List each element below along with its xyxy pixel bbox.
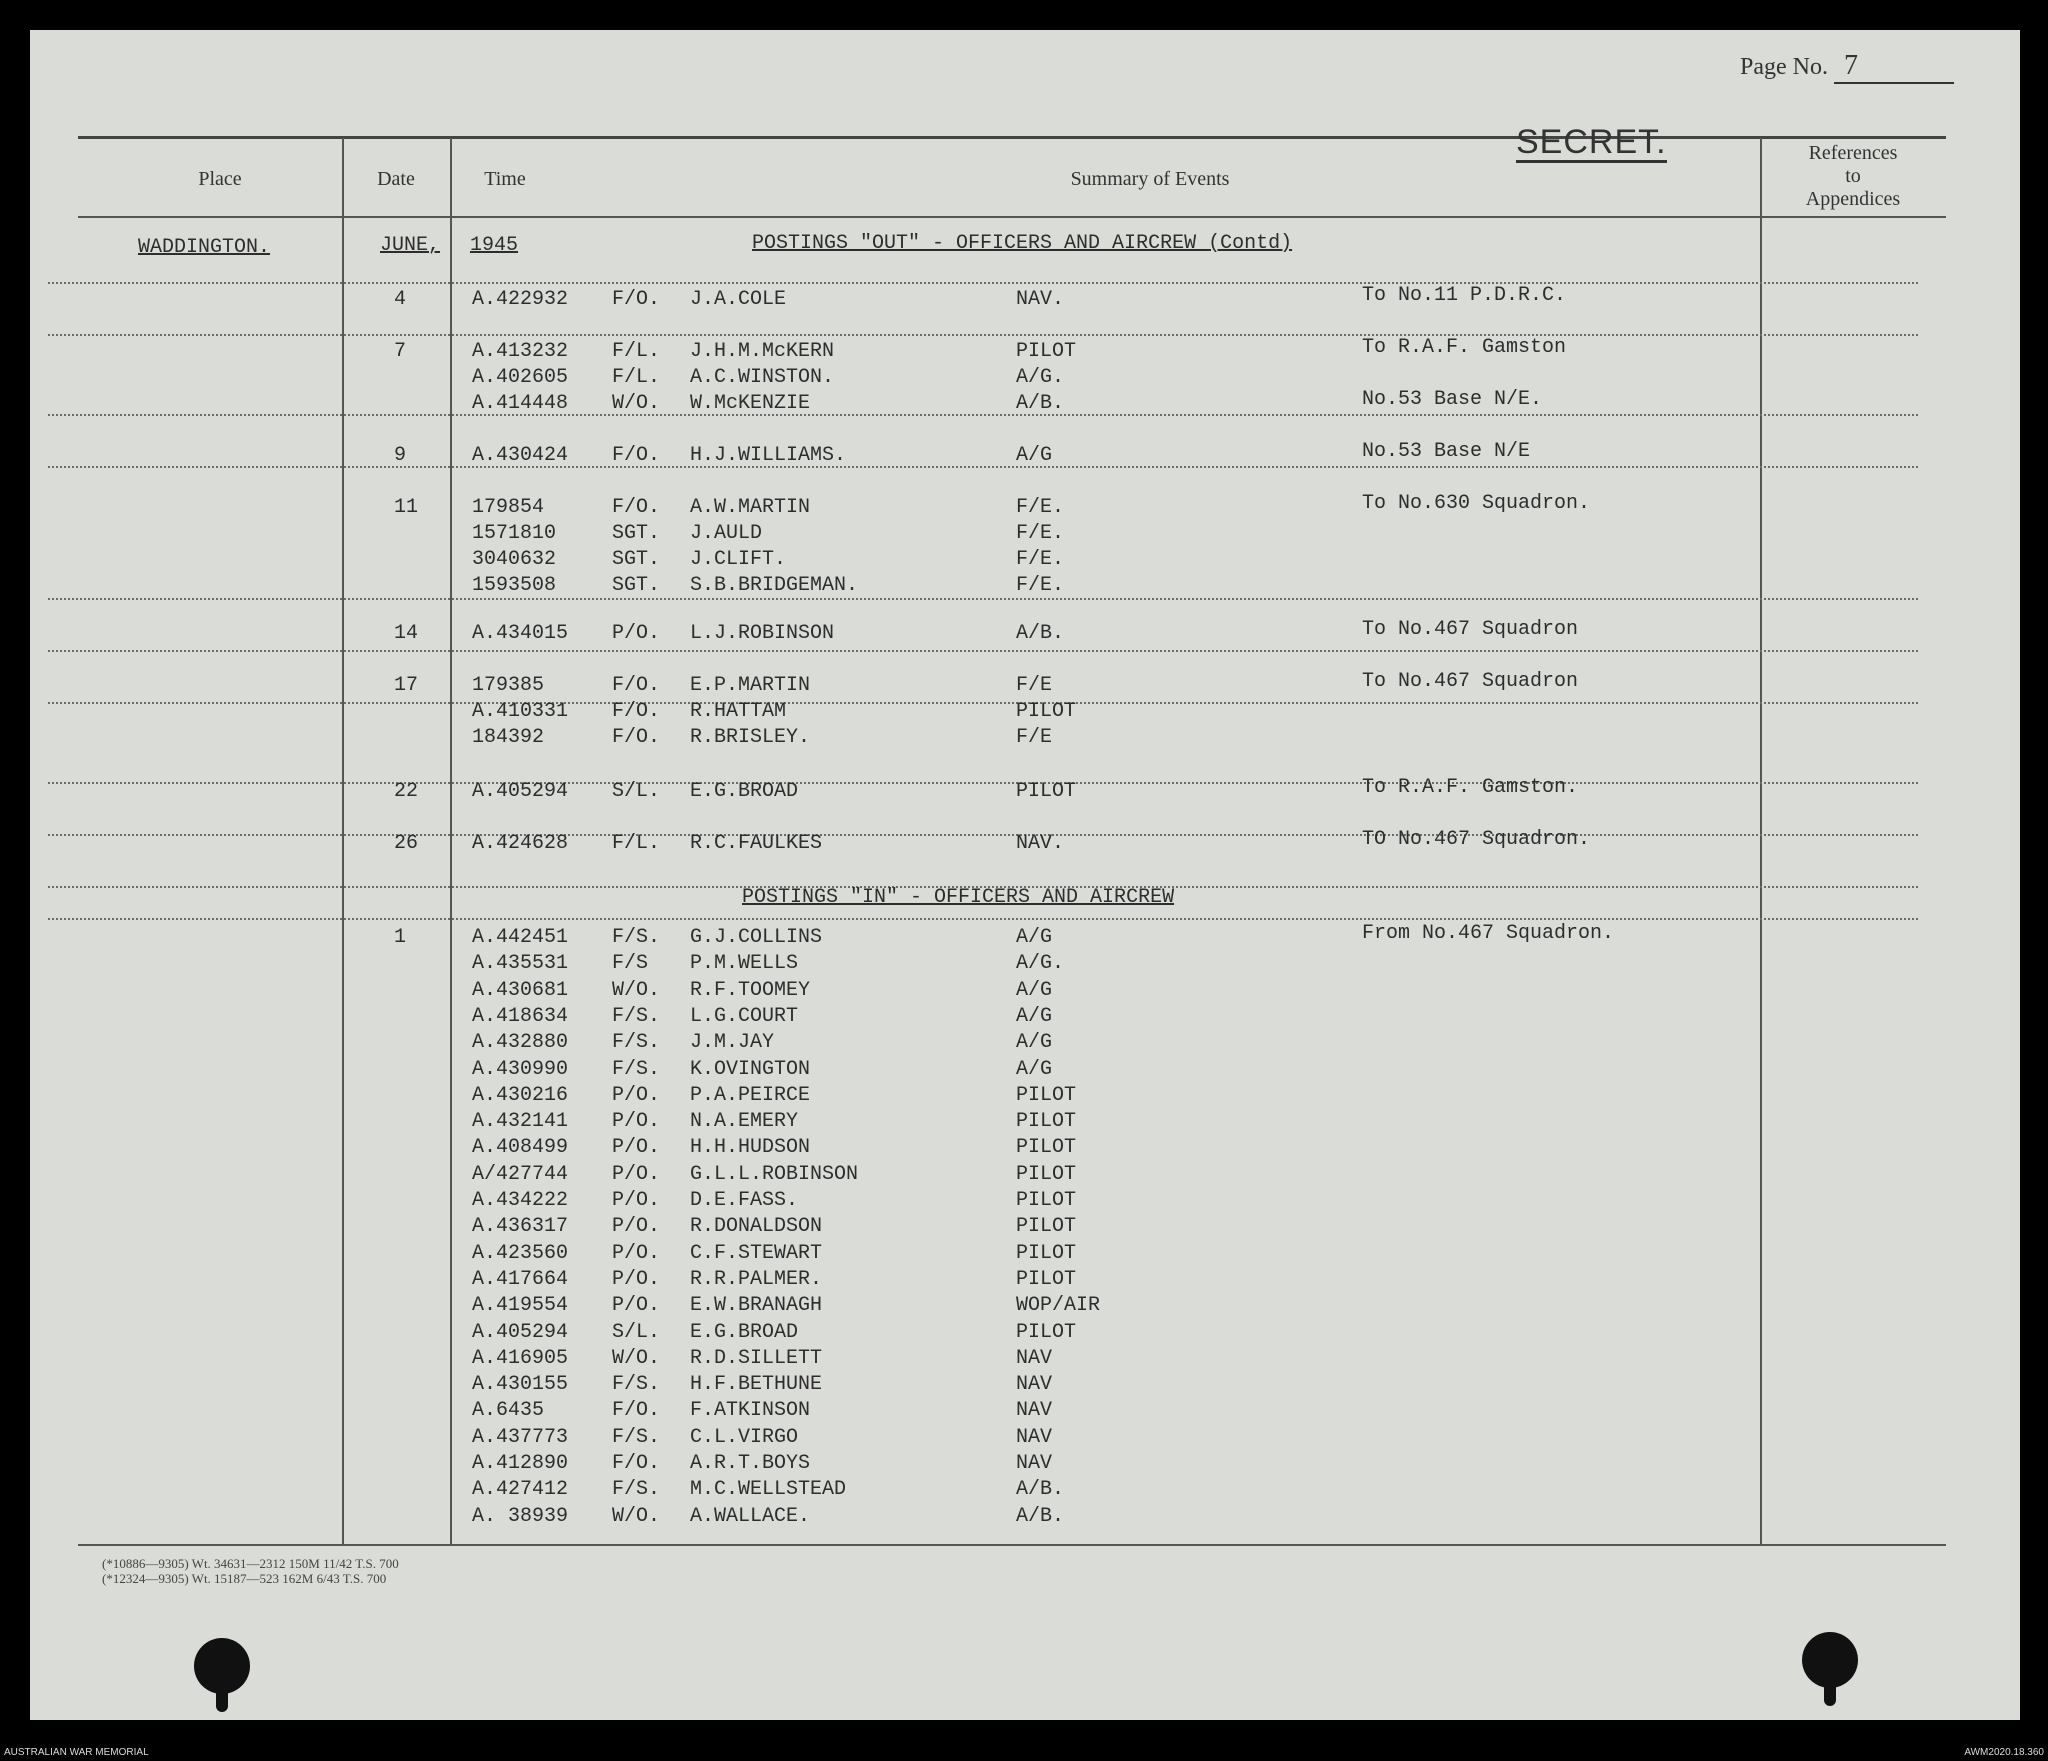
rank: F/S bbox=[612, 952, 649, 976]
service-number: A.417664 bbox=[472, 1267, 569, 1291]
column-divider-summary bbox=[1760, 138, 1762, 1544]
service-number: A.6435 bbox=[472, 1399, 545, 1423]
rank: F/S. bbox=[612, 926, 661, 949]
rank: F/O. bbox=[612, 444, 661, 467]
crew-role: NAV. bbox=[1016, 288, 1065, 311]
service-number: A.418634 bbox=[472, 1004, 569, 1028]
member-name: L.G.COURT bbox=[690, 1004, 799, 1028]
service-number: A.419554 bbox=[472, 1294, 569, 1318]
crew-role: A/G bbox=[1016, 1057, 1053, 1081]
rank: S/L. bbox=[612, 1320, 661, 1344]
header-bottom-rule bbox=[78, 216, 1946, 218]
member-name: A.W.MARTIN bbox=[690, 496, 811, 519]
crew-role: A/G bbox=[1016, 1031, 1053, 1055]
rank: F/S. bbox=[612, 1057, 661, 1081]
member-name: G.L.L.ROBINSON bbox=[690, 1162, 859, 1186]
secret-stamp: SECRET. bbox=[1516, 123, 1667, 161]
service-number: 1593508 bbox=[472, 574, 557, 597]
rank: F/O. bbox=[612, 496, 661, 519]
rank: SGT. bbox=[612, 522, 661, 545]
service-number: 3040632 bbox=[472, 548, 557, 571]
member-name: A.WALLACE. bbox=[690, 1504, 811, 1528]
posting-destination: To No.467 Squadron bbox=[1362, 670, 1579, 693]
crew-role: A/B. bbox=[1016, 1504, 1065, 1528]
service-number: A.405294 bbox=[472, 780, 569, 803]
member-name: E.P.MARTIN bbox=[690, 674, 811, 697]
posting-out-day: 14 bbox=[394, 622, 419, 645]
rank: F/O. bbox=[612, 700, 661, 723]
service-number: A.412890 bbox=[472, 1452, 569, 1475]
crew-role: WOP/AIR bbox=[1016, 1294, 1101, 1318]
archive-label: AUSTRALIAN WAR MEMORIAL bbox=[4, 1747, 149, 1758]
crew-role: NAV bbox=[1016, 1373, 1053, 1397]
posting-origin: From No.467 Squadron. bbox=[1362, 922, 1615, 945]
page-number-label: Page No. bbox=[1740, 54, 1828, 80]
section-heading-out: POSTINGS "OUT" - OFFICERS AND AIRCREW (Contd) bbox=[752, 232, 1293, 255]
service-number: A.430216 bbox=[472, 1083, 569, 1107]
crew-role: A/B. bbox=[1016, 622, 1065, 645]
rank: P/O. bbox=[612, 1267, 661, 1291]
member-name: R.DONALDSON bbox=[690, 1215, 823, 1239]
rank: P/O. bbox=[612, 1162, 661, 1186]
service-number: 179385 bbox=[472, 674, 545, 697]
column-header-summary: Summary of Events bbox=[1070, 168, 1230, 190]
service-number: A.435531 bbox=[472, 952, 569, 976]
service-number: A.422932 bbox=[472, 288, 569, 311]
posting-out-day: 9 bbox=[394, 444, 407, 467]
service-number: A.430681 bbox=[472, 978, 569, 1002]
rank: P/O. bbox=[612, 622, 661, 645]
service-number: 184392 bbox=[472, 726, 545, 749]
table-bottom-rule bbox=[78, 1544, 1946, 1546]
crew-role: F/E. bbox=[1016, 574, 1065, 597]
crew-role: A/B. bbox=[1016, 1478, 1065, 1502]
member-name: N.A.EMERY bbox=[690, 1110, 799, 1134]
rank: F/S. bbox=[612, 1004, 661, 1028]
member-name: E.G.BROAD bbox=[690, 1320, 799, 1344]
print-codes: (*10886—9305) Wt. 34631—2312 150M 11/42 T.S. 700 (*12324—9305) Wt. 15187—523 162M 6/43 T.S. 700 bbox=[102, 1556, 399, 1586]
ruled-line bbox=[48, 782, 1918, 784]
member-name: J.A.COLE bbox=[690, 288, 787, 311]
service-number: A.414448 bbox=[472, 392, 569, 415]
member-name: J.M.JAY bbox=[690, 1031, 775, 1055]
rank: W/O. bbox=[612, 1346, 661, 1370]
service-number: A. 38939 bbox=[472, 1504, 569, 1528]
rank: SGT. bbox=[612, 548, 661, 571]
service-number: A.402605 bbox=[472, 366, 569, 389]
service-number: A.434015 bbox=[472, 622, 569, 645]
posting-out-day: 17 bbox=[394, 674, 419, 697]
member-name: R.D.SILLETT bbox=[690, 1346, 823, 1370]
member-name: R.HATTAM bbox=[690, 700, 787, 723]
service-number: A.437773 bbox=[472, 1425, 569, 1449]
posting-out-day: 26 bbox=[394, 832, 419, 855]
crew-role: PILOT bbox=[1016, 1215, 1077, 1239]
service-number: A.432880 bbox=[472, 1031, 569, 1055]
ruled-line bbox=[48, 334, 1918, 336]
rank: F/S. bbox=[612, 1478, 661, 1502]
posting-destination: To No.11 P.D.R.C. bbox=[1362, 284, 1567, 307]
service-number: A.408499 bbox=[472, 1136, 569, 1160]
rank: SGT. bbox=[612, 574, 661, 597]
posting-out-day: 11 bbox=[394, 496, 419, 519]
posting-out-day: 22 bbox=[394, 780, 419, 803]
rank: P/O. bbox=[612, 1189, 661, 1212]
service-number: A.413232 bbox=[472, 340, 569, 363]
rank: W/O. bbox=[612, 1504, 661, 1528]
page-number-value: 7 bbox=[1834, 50, 1954, 84]
rank: F/O. bbox=[612, 1452, 661, 1475]
crew-role: PILOT bbox=[1016, 1320, 1077, 1344]
rank: P/O. bbox=[612, 1110, 661, 1134]
crew-role: F/E bbox=[1016, 726, 1053, 749]
year-value: 1945 bbox=[470, 234, 519, 257]
crew-role: PILOT bbox=[1016, 780, 1077, 803]
posting-out-day: 4 bbox=[394, 288, 407, 311]
crew-role: PILOT bbox=[1016, 1189, 1077, 1212]
posting-destination: No.53 Base N/E. bbox=[1362, 388, 1543, 411]
crew-role: PILOT bbox=[1016, 700, 1077, 723]
crew-role: A/G bbox=[1016, 444, 1053, 467]
member-name: E.G.BROAD bbox=[690, 780, 799, 803]
member-name: R.R.PALMER. bbox=[690, 1267, 823, 1291]
posting-destination: TO No.467 Squadron. bbox=[1362, 828, 1591, 851]
ruled-line bbox=[48, 918, 1918, 920]
member-name: D.E.FASS. bbox=[690, 1189, 799, 1212]
crew-role: A/G bbox=[1016, 978, 1053, 1002]
member-name: E.W.BRANAGH bbox=[690, 1294, 823, 1318]
member-name: W.McKENZIE bbox=[690, 392, 811, 415]
service-number: A.410331 bbox=[472, 700, 569, 723]
member-name: R.BRISLEY. bbox=[690, 726, 811, 749]
rank: F/L. bbox=[612, 366, 661, 389]
crew-role: F/E. bbox=[1016, 522, 1065, 545]
month-value: JUNE, bbox=[380, 234, 441, 257]
ruled-line bbox=[48, 834, 1918, 836]
member-name: A.C.WINSTON. bbox=[690, 366, 835, 389]
ruled-line bbox=[48, 282, 1918, 284]
rank: F/S. bbox=[612, 1031, 661, 1055]
crew-role: PILOT bbox=[1016, 1083, 1077, 1107]
crew-role: NAV bbox=[1016, 1452, 1053, 1475]
posting-destination: To No.467 Squadron bbox=[1362, 618, 1579, 641]
crew-role: PILOT bbox=[1016, 1136, 1077, 1160]
rank: P/O. bbox=[612, 1215, 661, 1239]
crew-role: PILOT bbox=[1016, 340, 1077, 363]
posting-destination: To R.A.F. Gamston bbox=[1362, 336, 1567, 359]
ruled-line bbox=[48, 598, 1918, 600]
service-number: A.423560 bbox=[472, 1241, 569, 1265]
binder-hole-right bbox=[1802, 1632, 1858, 1688]
crew-role: NAV bbox=[1016, 1425, 1053, 1449]
rank: S/L. bbox=[612, 780, 661, 803]
posting-in-day: 1 bbox=[394, 926, 407, 949]
member-name: J.H.M.McKERN bbox=[690, 340, 835, 363]
ruled-line bbox=[48, 414, 1918, 416]
rank: P/O. bbox=[612, 1294, 661, 1318]
column-header-place: Place bbox=[198, 168, 242, 190]
service-number: A.405294 bbox=[472, 1320, 569, 1344]
service-number: A.432141 bbox=[472, 1110, 569, 1134]
crew-role: PILOT bbox=[1016, 1267, 1077, 1291]
posting-destination: No.53 Base N/E bbox=[1362, 440, 1531, 463]
rank: P/O. bbox=[612, 1136, 661, 1160]
member-name: G.J.COLLINS bbox=[690, 926, 823, 949]
rank: F/O. bbox=[612, 1399, 661, 1423]
archive-reference: AWM2020.18.360 bbox=[1964, 1747, 2044, 1758]
member-name: S.B.BRIDGEMAN. bbox=[690, 574, 859, 597]
rank: F/S. bbox=[612, 1373, 661, 1397]
crew-role: PILOT bbox=[1016, 1241, 1077, 1265]
ruled-line bbox=[48, 650, 1918, 652]
service-number: A/427744 bbox=[472, 1162, 569, 1186]
member-name: M.C.WELLSTEAD bbox=[690, 1478, 847, 1502]
crew-role: A/G bbox=[1016, 926, 1053, 949]
column-header-time: Time bbox=[484, 168, 526, 190]
posting-destination: To No.630 Squadron. bbox=[1362, 492, 1591, 515]
crew-role: A/G. bbox=[1016, 952, 1065, 976]
service-number: A.430155 bbox=[472, 1373, 569, 1397]
crew-role: F/E. bbox=[1016, 548, 1065, 571]
member-name: A.R.T.BOYS bbox=[690, 1452, 811, 1475]
service-number: A.434222 bbox=[472, 1189, 569, 1212]
column-divider-date bbox=[450, 138, 452, 1544]
member-name: L.J.ROBINSON bbox=[690, 622, 835, 645]
crew-role: PILOT bbox=[1016, 1110, 1077, 1134]
rank: F/L. bbox=[612, 340, 661, 363]
posting-destination: To R.A.F. Gamston. bbox=[1362, 776, 1579, 799]
rank: F/O. bbox=[612, 674, 661, 697]
crew-role: PILOT bbox=[1016, 1162, 1077, 1186]
place-value: WADDINGTON. bbox=[138, 236, 271, 259]
member-name: H.J.WILLIAMS. bbox=[690, 444, 847, 467]
member-name: P.A.PEIRCE bbox=[690, 1083, 811, 1107]
rank: W/O. bbox=[612, 978, 661, 1002]
crew-role: F/E bbox=[1016, 674, 1053, 697]
member-name: P.M.WELLS bbox=[690, 952, 799, 976]
rank: W/O. bbox=[612, 392, 661, 415]
service-number: 179854 bbox=[472, 496, 545, 519]
member-name: H.F.BETHUNE bbox=[690, 1373, 823, 1397]
page-number bbox=[1740, 50, 1954, 84]
member-name: H.H.HUDSON bbox=[690, 1136, 811, 1160]
crew-role: NAV bbox=[1016, 1346, 1053, 1370]
crew-role: NAV. bbox=[1016, 832, 1065, 855]
rank: F/L. bbox=[612, 832, 661, 855]
crew-role: A/G bbox=[1016, 1004, 1053, 1028]
member-name: J.AULD bbox=[690, 522, 763, 545]
ruled-line bbox=[48, 702, 1918, 704]
column-header-references: References to Appendices bbox=[1805, 142, 1901, 210]
member-name: R.C.FAULKES bbox=[690, 832, 823, 855]
member-name: C.L.VIRGO bbox=[690, 1425, 799, 1449]
ruled-line bbox=[48, 466, 1918, 468]
crew-role: NAV bbox=[1016, 1399, 1053, 1423]
posting-out-day: 7 bbox=[394, 340, 407, 363]
rank: F/O. bbox=[612, 288, 661, 311]
crew-role: A/G. bbox=[1016, 366, 1065, 389]
rank: P/O. bbox=[612, 1083, 661, 1107]
service-number: A.416905 bbox=[472, 1346, 569, 1370]
service-number: 1571810 bbox=[472, 522, 557, 545]
service-number: A.436317 bbox=[472, 1215, 569, 1239]
member-name: C.F.STEWART bbox=[690, 1241, 823, 1265]
member-name: J.CLIFT. bbox=[690, 548, 787, 571]
member-name: K.OVINGTON bbox=[690, 1057, 811, 1081]
service-number: A.430424 bbox=[472, 444, 569, 467]
service-number: A.430990 bbox=[472, 1057, 569, 1081]
rank: F/O. bbox=[612, 726, 661, 749]
column-header-date: Date bbox=[377, 168, 415, 190]
service-number: A.427412 bbox=[472, 1478, 569, 1502]
crew-role: F/E. bbox=[1016, 496, 1065, 519]
binder-hole-left bbox=[194, 1638, 250, 1694]
service-number: A.424628 bbox=[472, 832, 569, 855]
rank: F/S. bbox=[612, 1425, 661, 1449]
service-number: A.442451 bbox=[472, 926, 569, 949]
column-divider-place bbox=[342, 138, 344, 1544]
section-heading-in: POSTINGS "IN" - OFFICERS AND AIRCREW bbox=[742, 886, 1175, 909]
rank: P/O. bbox=[612, 1241, 661, 1265]
member-name: F.ATKINSON bbox=[690, 1399, 811, 1423]
member-name: R.F.TOOMEY bbox=[690, 978, 811, 1002]
crew-role: A/B. bbox=[1016, 392, 1065, 415]
